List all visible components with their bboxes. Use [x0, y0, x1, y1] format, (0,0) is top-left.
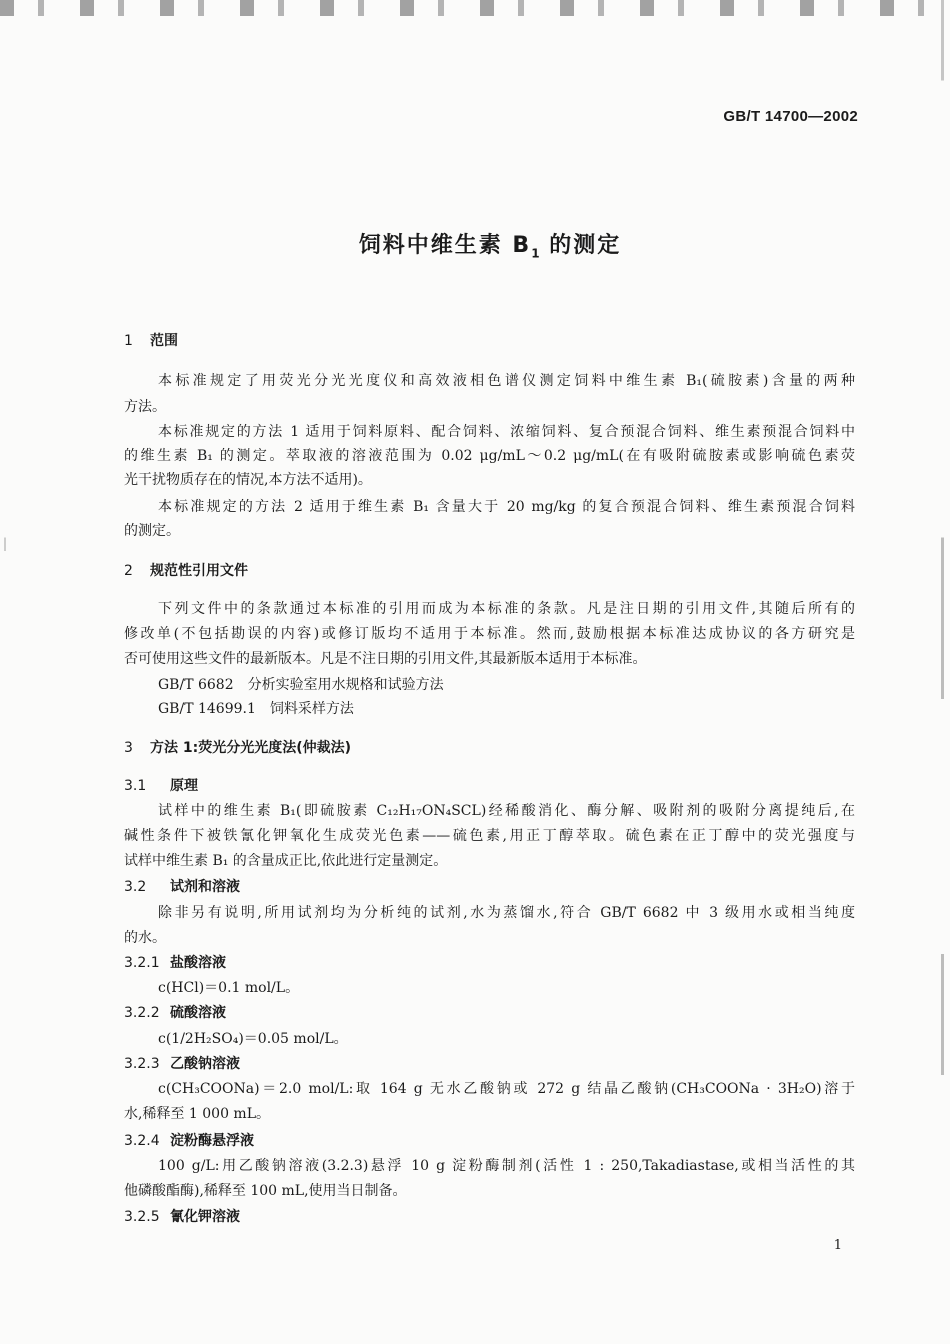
s322-formula: c(1/2H₂SO₄)＝0.05 mol/L。: [158, 1031, 348, 1047]
section-3-heading: 3 方法 1:荧光分光光度法(仲裁法): [124, 740, 352, 756]
subsection-3-2-2-heading: 3.2.2 硫酸溶液: [124, 1005, 226, 1021]
s31-line2: 碱性条件下被铁氰化钾氧化生成荧光色素——硫色素,用正丁醇萃取。硫色素在正丁醇中的荧光强度与: [124, 828, 855, 844]
s323-line1: c(CH₃COONa)＝2.0 mol/L:取 164 g 无水乙酸钠或 272 g 结晶乙酸钠(CH₃COONa · 3H₂O)溶于: [158, 1081, 855, 1097]
sec2-p1-line2: 修改单(不包括勘误的内容)或修订版均不适用于本标准。然而,鼓励根据本标准达成协议的各方研究是: [124, 626, 855, 642]
s324-line1: 100 g/L:用乙酸钠溶液(3.2.3)悬浮 10 g 淀粉酶制剂(活性 1 : 250,Takadiastase,或相当活性的其: [158, 1158, 855, 1174]
sec1-p2-line1: 本标准规定的方法 1 适用于饲料原料、配合饲料、浓缩饲料、复合预混合饲料、维生素预混合饲料中: [158, 424, 855, 440]
section-1-heading: 1 范围: [124, 333, 178, 349]
scan-top-edge: [0, 0, 950, 16]
section-2-heading: 2 规范性引用文件: [124, 563, 248, 579]
sec1-p2-line3: 光干扰物质存在的情况,本方法不适用)。: [124, 472, 372, 488]
s324-line2: 他磷酸酯酶),稀释至 100 mL,使用当日制备。: [124, 1183, 407, 1199]
s321-formula: c(HCl)＝0.1 mol/L。: [158, 980, 300, 996]
sec1-p3-line2: 的测定。: [124, 523, 180, 539]
subsection-3-2-4-heading: 3.2.4 淀粉酶悬浮液: [124, 1133, 254, 1149]
scan-right-edge: [941, 0, 944, 1344]
standard-code: GB/T 14700—2002: [723, 108, 858, 125]
sec2-p1-line3: 否可使用这些文件的最新版本。凡是不注日期的引用文件,其最新版本适用于本标准。: [124, 651, 647, 667]
subsection-3-2-5-heading: 3.2.5 氰化钾溶液: [124, 1209, 240, 1225]
s31-line3: 试样中维生素 B₁ 的含量成正比,依此进行定量测定。: [124, 853, 448, 869]
sec1-p3-line1: 本标准规定的方法 2 适用于维生素 B₁ 含量大于 20 mg/kg 的复合预混合饲料、维生素预混合饲料: [158, 499, 855, 515]
s31-line1: 试样中的维生素 B₁(即硫胺素 C₁₂H₁₇ON₄SCL)经稀酸消化、酶分解、吸附剂的吸附分离提纯后,在: [158, 803, 855, 819]
sec1-p2-line2: 的维生素 B₁ 的测定。萃取液的溶液范围为 0.02 μg/mL～0.2 μg/mL(在有吸附硫胺素或影响硫色素荧: [124, 448, 855, 464]
subsection-3-2-heading: 3.2 试剂和溶液: [124, 879, 240, 895]
subsection-3-2-3-heading: 3.2.3 乙酸钠溶液: [124, 1056, 240, 1072]
s323-line2: 水,稀释至 1 000 mL。: [124, 1106, 271, 1122]
scan-left-edge: [4, 0, 6, 1344]
s32-line1: 除非另有说明,所用试剂均为分析纯的试剂,水为蒸馏水,符合 GB/T 6682 中 3 级用水或相当纯度: [158, 905, 855, 921]
reference-item: GB/T 14699.1 饲料采样方法: [158, 701, 354, 717]
sec2-p1-line1: 下列文件中的条款通过本标准的引用而成为本标准的条款。凡是注日期的引用文件,其随后所有的: [158, 601, 855, 617]
sec1-p1-line2: 方法。: [124, 399, 166, 415]
document-title: 饲料中维生素 $B_1$ 的测定: [358, 233, 622, 261]
subsection-3-2-1-heading: 3.2.1 盐酸溶液: [124, 955, 226, 971]
page-number: 1: [833, 1238, 842, 1253]
reference-item: GB/T 6682 分析实验室用水规格和试验方法: [158, 677, 444, 693]
subsection-3-1-heading: 3.1 原理: [124, 778, 198, 794]
sec1-p1-line1: 本标准规定了用荧光分光光度仪和高效液相色谱仪测定饲料中维生素 B₁(硫胺素)含量的两种: [158, 373, 855, 389]
s32-line2: 的水。: [124, 930, 166, 946]
